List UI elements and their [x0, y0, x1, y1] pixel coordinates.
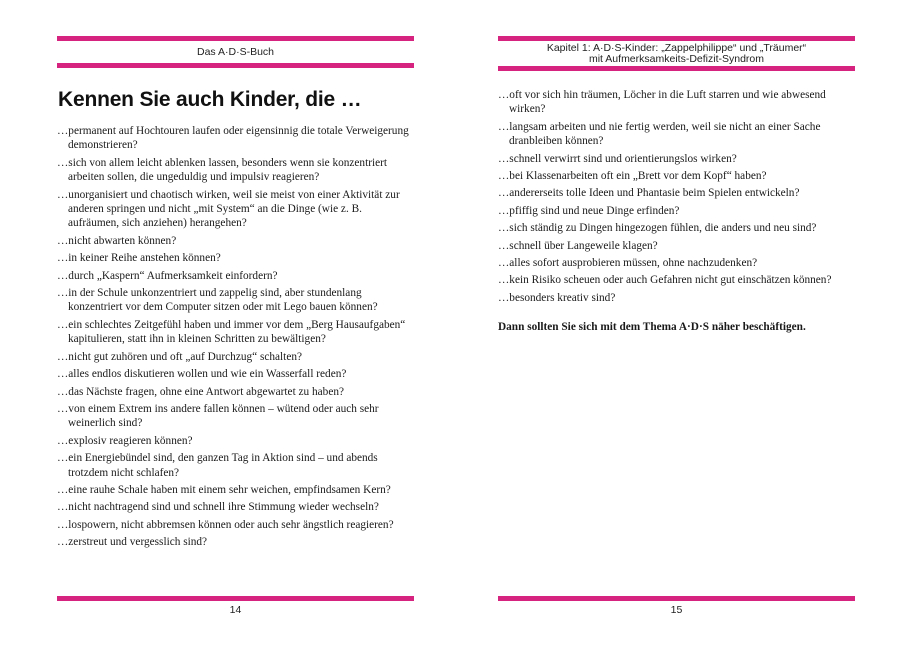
- list-item: …ein schlechtes Zeitgefühl haben und immer vor dem „Berg Hausaufgaben“ kapitulieren, statt ihn in kleinen Schritten zu bewältigen?: [57, 318, 406, 346]
- list-item: …besonders kreativ sind?: [498, 291, 616, 304]
- list-item: …das Nächste fragen, ohne eine Antwort abgewartet zu haben?: [57, 385, 345, 398]
- question-list: [57, 124, 414, 553]
- list-item: …schnell verwirrt sind und orientierungslos wirken?: [498, 152, 737, 165]
- list-item: …unorganisiert und chaotisch wirken, weil sie meist von einer Aktivität zur anderen springen und nicht „mit System“ an die Dinge (wie z. B. aufräumen, sich anziehen) herangehen?: [57, 188, 400, 230]
- list-item: …andererseits tolle Ideen und Phantasie beim Spielen entwickeln?: [498, 187, 800, 200]
- list-item: …permanent auf Hochtouren laufen oder eigensinnig die totale Verweigerung demonstrieren?: [57, 125, 409, 152]
- header-bottom-rule: [57, 63, 414, 68]
- footer-rule: [498, 596, 855, 601]
- header-top-rule: [498, 36, 855, 41]
- list-item: …in der Schule unkonzentriert und zappelig sind, aber stundenlang konzentriert vor dem Computer sitzen oder mit Lego bauen können?: [57, 287, 378, 314]
- running-header-line-2: mit Aufmerksamkeits-Defizit-Syndrom: [588, 53, 765, 65]
- list-item: …nicht gut zuhören und oft „auf Durchzug“ schalten?: [57, 350, 302, 363]
- list-item: …zerstreut und vergesslich sind?: [57, 536, 208, 549]
- list-item: …alles sofort ausprobieren müssen, ohne nachzudenken?: [498, 257, 758, 270]
- list-item: …pfiffig sind und neue Dinge erfinden?: [498, 204, 680, 217]
- list-item: …lospowern, nicht abbremsen können oder auch sehr ängstlich reagieren?: [57, 518, 394, 531]
- page-number: 14: [229, 604, 242, 616]
- list-item: …nicht abwarten können?: [57, 234, 177, 247]
- list-item: …nicht nachtragend sind und schnell ihre Stimmung wieder wechseln?: [57, 501, 379, 514]
- running-header-line-1: Kapitel 1: A·D·S-Kinder: „Zappelphilippe“ und „Träumer“: [546, 42, 807, 54]
- list-item: …eine rauhe Schale haben mit einem sehr weichen, empfindsamen Kern?: [57, 483, 391, 496]
- question-list: [498, 88, 855, 308]
- left-page: [57, 0, 414, 648]
- list-item: …oft vor sich hin träumen, Löcher in die Luft starren und wie abwesend wirken?: [498, 89, 826, 116]
- list-item: …durch „Kaspern“ Aufmerksamkeit einfordern?: [57, 269, 278, 282]
- header-bottom-rule: [498, 66, 855, 71]
- right-page: [498, 0, 855, 648]
- list-item: …bei Klassenarbeiten oft ein „Brett vor dem Kopf“ haben?: [498, 170, 767, 183]
- footer-rule: [57, 596, 414, 601]
- running-header: [498, 43, 855, 65]
- page-title: Kennen Sie auch Kinder, die …: [58, 88, 362, 111]
- list-item: …schnell über Langeweile klagen?: [498, 239, 658, 252]
- page-number: 15: [670, 604, 683, 616]
- header-top-rule: [57, 36, 414, 41]
- conclusion-text: Dann sollten Sie sich mit dem Thema A·D·S näher beschäftigen.: [498, 321, 806, 333]
- list-item: …langsam arbeiten und nie fertig werden, weil sie nicht an einer Sache dranbleiben können?: [498, 120, 821, 148]
- list-item: …kein Risiko scheuen oder auch Gefahren nicht gut einschätzen können?: [498, 274, 832, 287]
- list-item: …ein Energiebündel sind, den ganzen Tag in Aktion sind – und abends trotzdem nicht schlafen?: [57, 452, 378, 479]
- list-item: …von einem Extrem ins andere fallen können – wütend oder auch sehr weinerlich sind?: [57, 402, 379, 430]
- list-item: …in keiner Reihe anstehen können?: [57, 252, 221, 265]
- running-header: Das A·D·S-Buch: [196, 46, 275, 58]
- list-item: …explosiv reagieren können?: [57, 434, 193, 447]
- list-item: …sich von allem leicht ablenken lassen, besonders wenn sie konzentriert arbeiten sollen, die ungeduldig und impulsiv reagieren?: [57, 156, 388, 184]
- list-item: …sich ständig zu Dingen hingezogen fühlen, die anders und neu sind?: [498, 222, 817, 235]
- list-item: …alles endlos diskutieren wollen und wie ein Wasserfall reden?: [57, 368, 347, 381]
